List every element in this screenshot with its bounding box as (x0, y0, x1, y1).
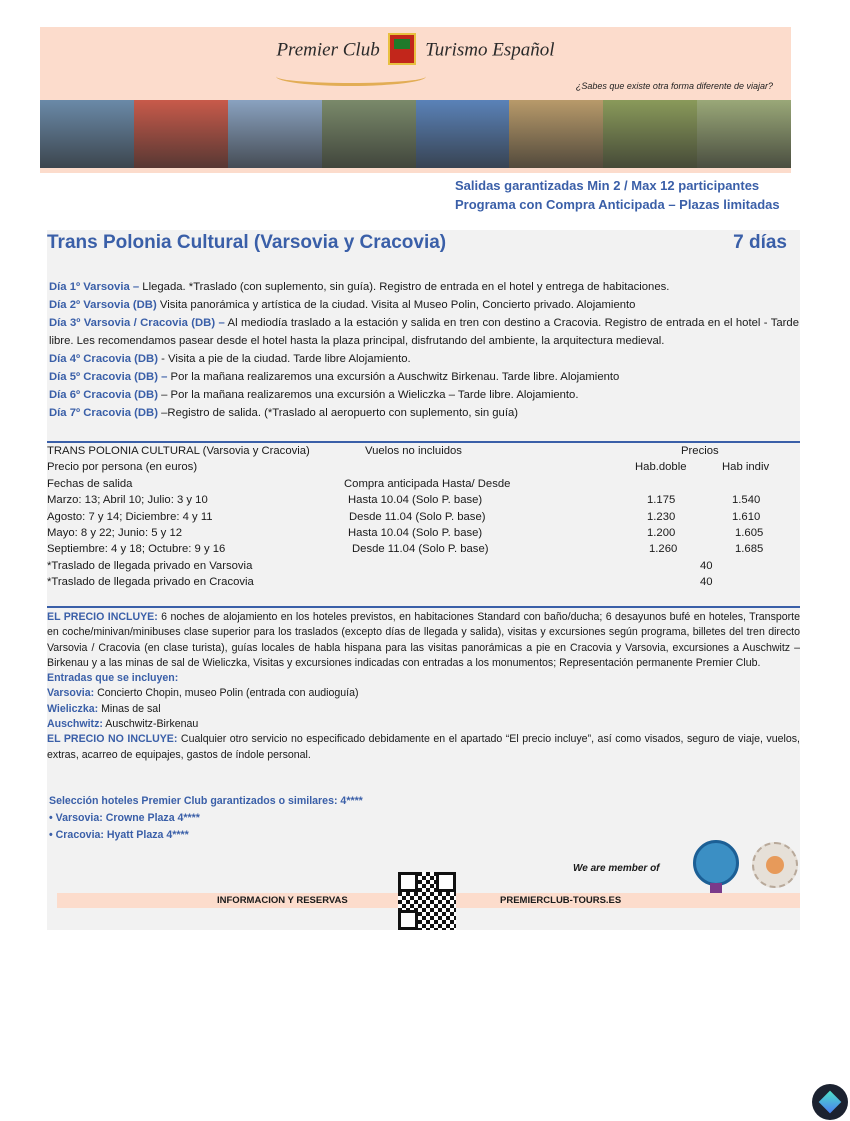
hotel-selection: Selección hoteles Premier Club garantizados o similares: 4**** • Varsovia: Crowne Plaza 4**** • Cracovia: Hyatt Plaza 4**** (49, 793, 363, 844)
member-label: We are member of (573, 863, 660, 874)
destination-photo (697, 100, 791, 168)
tour-title: Trans Polonia Cultural (Varsovia y Cracovia) (47, 232, 447, 253)
table-row (47, 445, 800, 461)
tagline: ¿Sabes que existe otra forma diferente de viajar? (575, 81, 773, 91)
price-table (47, 445, 800, 593)
itinerary-day: Día 1º Varsovia – Llegada. *Traslado (con suplemento, sin guía). Registro de entrada en el hotel y entrega de habitaciones. (49, 281, 670, 293)
flights-cell: Vuelos no incluidos (365, 445, 462, 457)
seal-badge-icon (752, 842, 798, 888)
brand-left: Premier Club (276, 39, 380, 61)
itinerary-day: Día 2º Varsovia (DB) Visita panorámica y artística de la ciudad. Visita al Museo Polin, Concierto privado. Alojamiento (49, 299, 636, 311)
itinerary-day: Día 4º Cracovia (DB) - Visita a pie de la ciudad. Tarde libre Alojamiento. (49, 353, 411, 365)
guarantee-line-1: Salidas garantizadas Min 2 / Max 12 participantes (455, 178, 760, 193)
header-banner (40, 27, 791, 173)
divider (47, 606, 800, 608)
table-row: Agosto: 7 y 14; Diciembre: 4 y 11 Desde 11.04 (Solo P. base) 1.230 1.610 (47, 510, 761, 523)
table-row: *Traslado de llegada privado en Varsovia 40 (47, 559, 713, 572)
table-row: Fechas de salida Compra anticipada Hasta/ Desde (47, 477, 511, 490)
destination-photo (603, 100, 697, 168)
table-row: *Traslado de llegada privado en Cracovia 40 (47, 576, 713, 589)
destination-photo (228, 100, 322, 168)
col-single-header: Hab indiv (722, 461, 770, 474)
itinerary-day: Día 6º Cracovia (DB) – Por la mañana realizaremos una excursión a Wieliczka – Tarde libre. Alojamiento. (49, 389, 579, 401)
qr-code-icon[interactable] (398, 872, 456, 930)
guarantee-note (455, 176, 780, 214)
guarantee-line-2: Programa con Compra Anticipada – Plazas limitadas (455, 197, 780, 212)
destination-photo (40, 100, 134, 168)
price-includes: EL PRECIO INCLUYE: 6 noches de alojamiento en los hoteles previstos, en habitaciones Standard con baño/ducha; 6 desayunos bufé en hoteles, Transporte en coche/minivan/minibuses clase superior para los traslados (excepto días de llegada y salida), visitas y excursiones según programa, billetes del tren directo Varsovia / Cracovia (en clase turista), guías locales de habla hispana para las visitas panorámicas a pie en Cracovia y Varsovia, excursiones a Auschwitz – Birkenau y a las minas de sal de Wieliczka, Visitas y excursiones indicadas con entradas a los monumentos; Representación permanente Premier Club. Entradas que se incluyen: Varsovia: Concierto Chopin, museo Polin (entrada con audioguía) Wieliczka: Minas de sal Auschwitz: Auschwitz-Birkenau EL PRECIO NO INCLUYE: Cualquier otro servicio no especificado debidamente en el apartado “El precio incluye”, así como visados, seguro de viaje, vuelos, extras, acarreo de equipajes, gastos de índole personal. (47, 611, 801, 761)
list-item: • Cracovia: Hyatt Plaza 4**** (49, 829, 189, 841)
table-row: Septiembre: 4 y 18; Octubre: 9 y 16 Desde 11.04 (Solo P. base) 1.260 1.685 (47, 543, 764, 556)
tour-content (47, 230, 800, 930)
brand-logo (40, 35, 791, 67)
itinerary-day: Día 3º Varsovia / Cracovia (DB) – Al mediodía traslado a la estación y salida en tren con destino a Cracovia. Registro de entrada en el hotel - Tarde libre. Les recomendamos pasear desde el hotel hasta la plaza principal, disfrutando del ambiente, la arquitectura medieval. (49, 317, 799, 347)
destination-photo (134, 100, 228, 168)
swoosh-decoration (276, 67, 426, 86)
table-row: Precio por persona (en euros) Hab.doble Hab indiv (47, 461, 770, 474)
table-row: Marzo: 13; Abril 10; Julio: 3 y 10 Hasta 10.04 (Solo P. base) 1.175 1.540 (47, 494, 761, 507)
itinerary (49, 278, 799, 422)
membership-badge-icon (693, 840, 739, 886)
destination-photo (509, 100, 603, 168)
destination-photo (416, 100, 510, 168)
col-double-header: Hab.doble (635, 461, 687, 474)
info-label: INFORMACION Y RESERVAS (217, 895, 348, 906)
divider (47, 441, 800, 443)
list-item: • Varsovia: Crowne Plaza 4**** (49, 812, 200, 824)
table-row: Mayo: 8 y 22; Junio: 5 y 12 Hasta 10.04 (Solo P. base) 1.200 1.605 (47, 526, 764, 539)
crest-icon (388, 33, 416, 65)
destination-photo (322, 100, 416, 168)
brand-right: Turismo Español (425, 39, 555, 61)
itinerary-day: Día 7º Cracovia (DB) –Registro de salida. (*Traslado al aeropuerto con suplemento, sin guía) (49, 407, 519, 419)
title-row (47, 232, 787, 260)
tour-duration: 7 días (733, 232, 787, 253)
itinerary-day: Día 5º Cracovia (DB) – Por la mañana realizaremos una excursión a Auschwitz Birkenau. Tarde libre. Alojamiento (49, 371, 620, 383)
tour-name-cell: TRANS POLONIA CULTURAL (Varsovia y Cracovia) (47, 445, 310, 457)
assistant-icon[interactable] (812, 1084, 848, 1120)
prices-header: Precios (681, 445, 719, 457)
website-link[interactable]: PREMIERCLUB-TOURS.ES (500, 895, 622, 906)
photo-strip (40, 100, 791, 168)
